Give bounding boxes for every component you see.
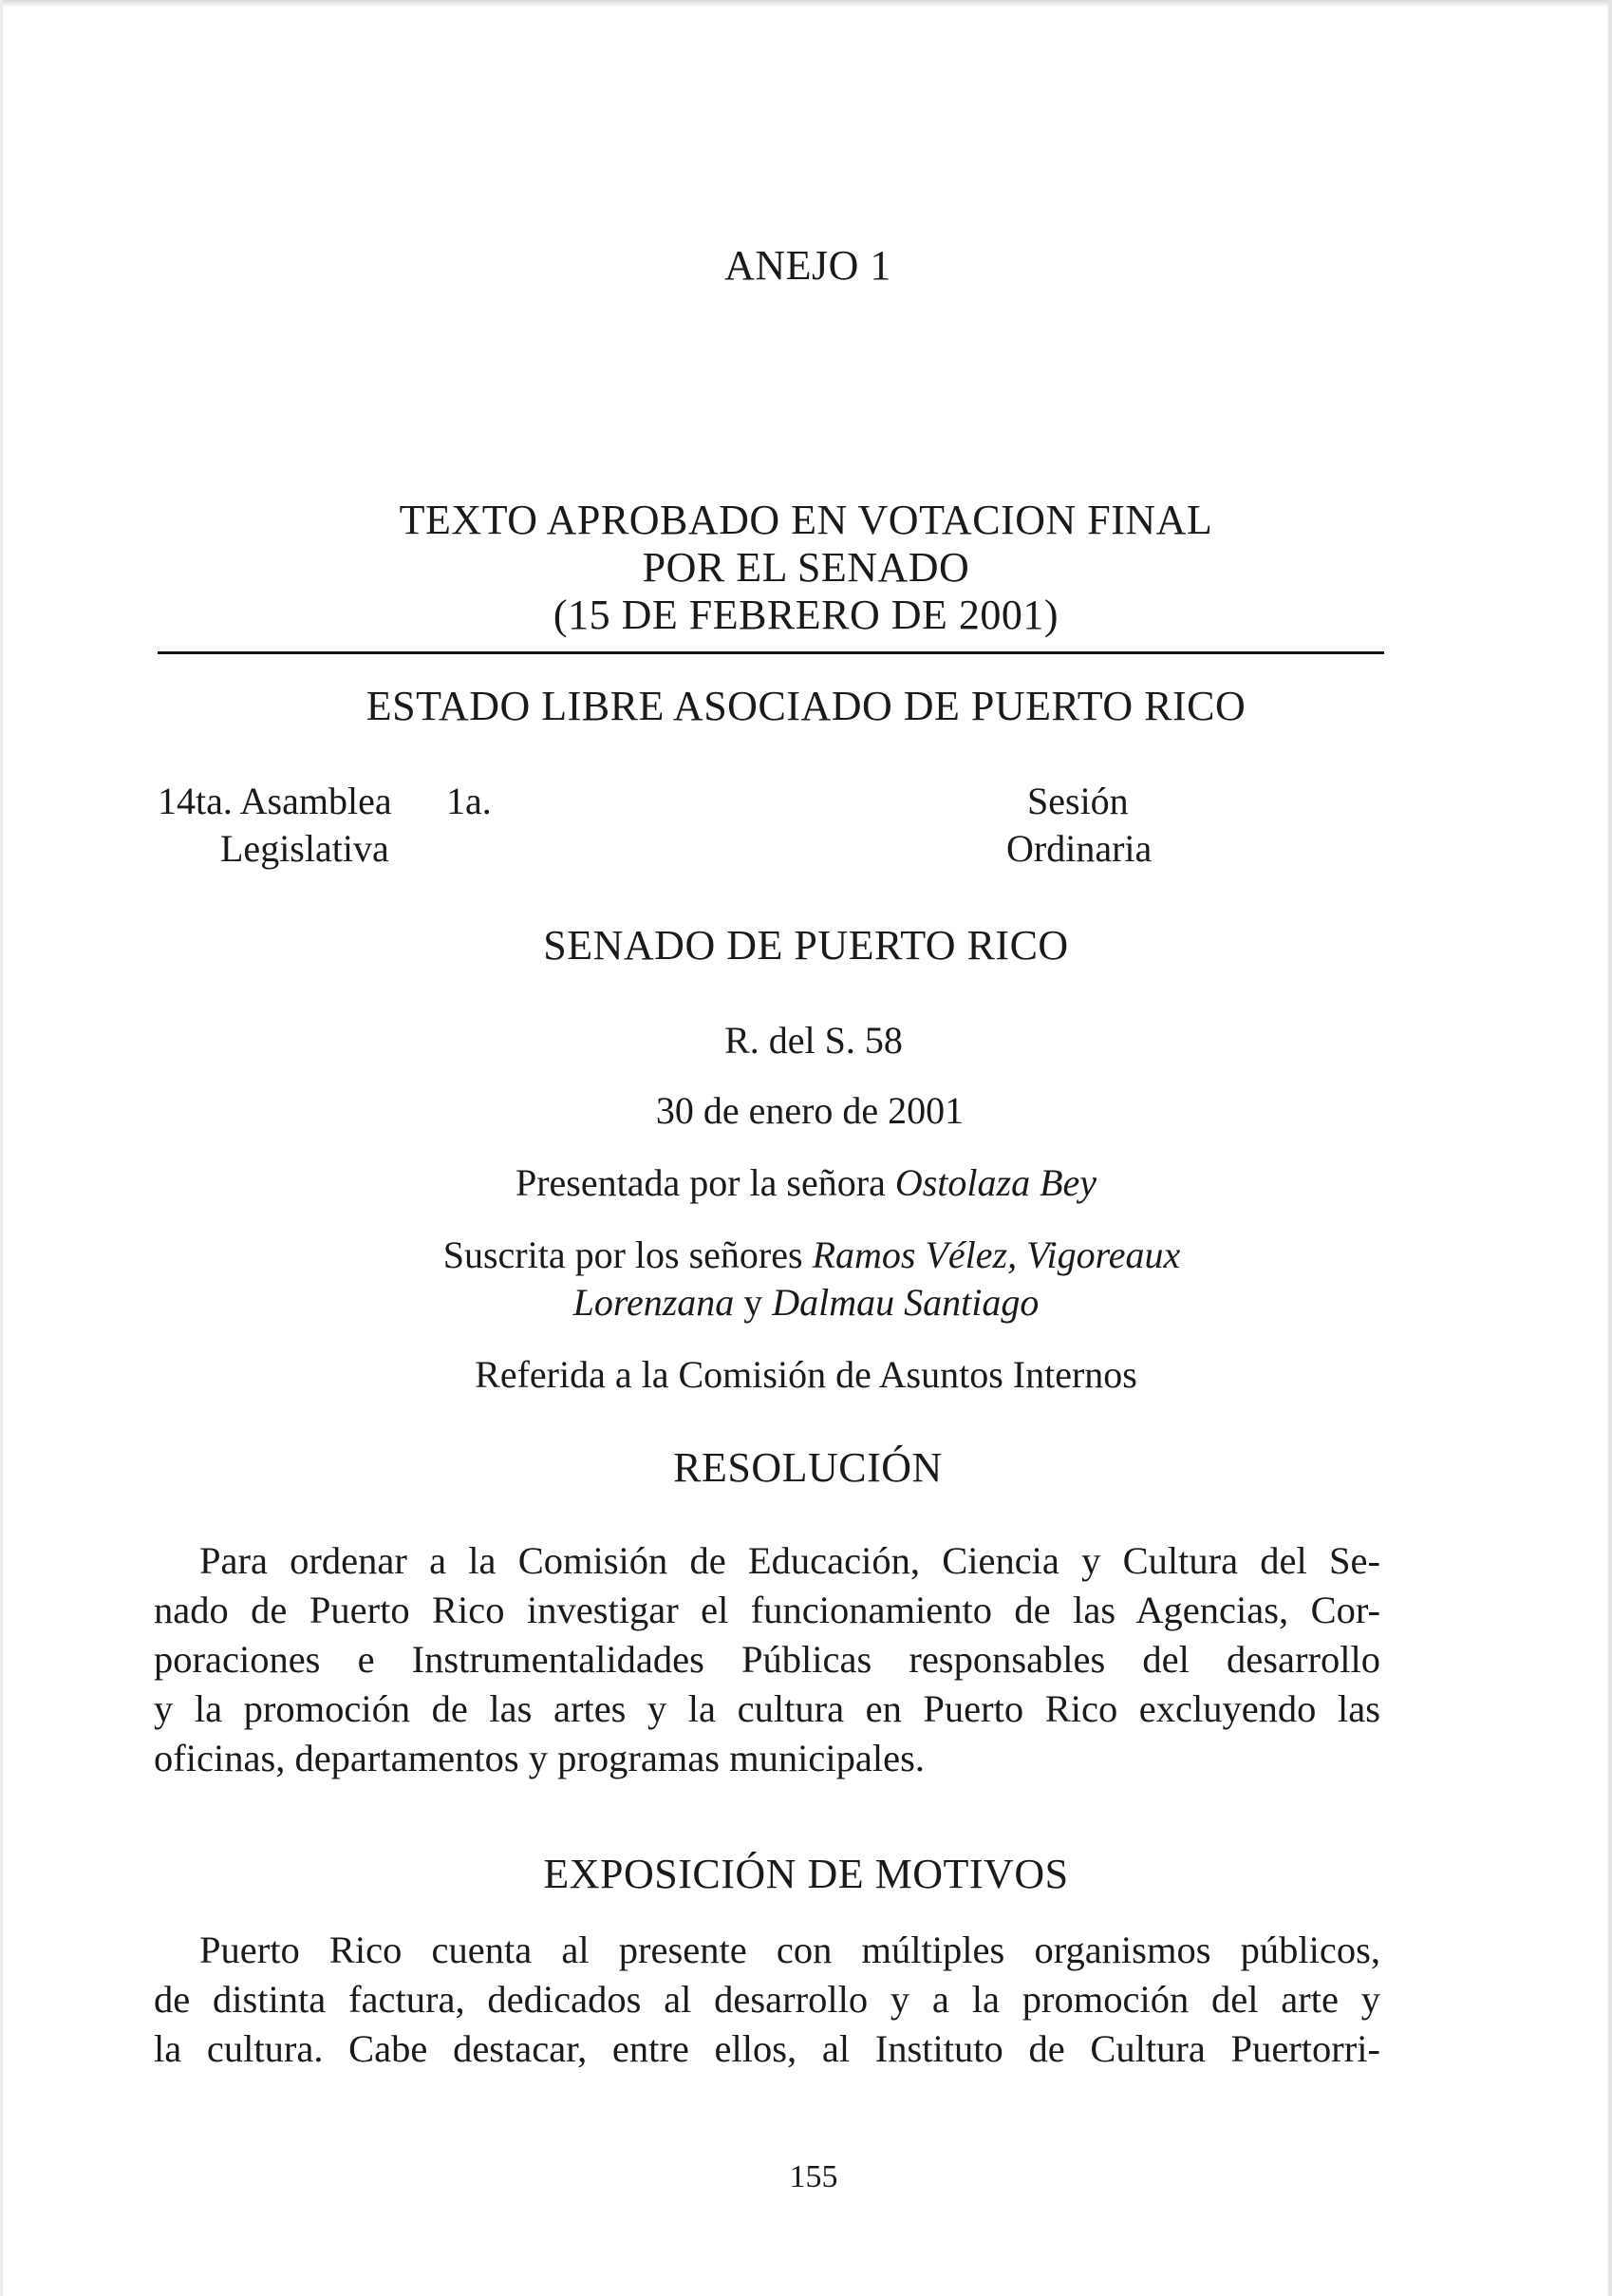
page-right-edge <box>1608 0 1612 2296</box>
resolution-line: y la promoción de las artes y la cultura en Puerto Rico excluyendo las <box>154 1687 1380 1730</box>
resolution-number: R. del S. 58 <box>724 1019 903 1062</box>
subscribed-by <box>0 1233 1612 1277</box>
subscriber-names-1: Ramos Vélez, Vigoreaux <box>812 1233 1181 1276</box>
page-number: 155 <box>789 2159 838 2194</box>
subscriber-name-2: Lorenzana <box>572 1281 735 1324</box>
presented-prefix: Presentada por la señora <box>515 1161 895 1204</box>
subscriber-joiner: y <box>734 1281 773 1324</box>
motives-line: de distinta factura, dedicados al desarrollo y a la promoción del arte y <box>154 1978 1380 2021</box>
session-label: Sesión <box>1027 780 1129 822</box>
resolution-date: 30 de enero de 2001 <box>655 1089 965 1132</box>
page-top-edge <box>0 0 1612 8</box>
motives-line: la cultura. Cabe destacar, entre ellos, al Instituto de Cultura Puertorri- <box>154 2027 1380 2070</box>
motives-paragraph <box>154 1926 1380 2074</box>
separator-rule <box>158 651 1384 654</box>
resolution-heading: RESOLUCIÓN <box>673 1444 943 1491</box>
page-left-edge <box>0 0 3 2296</box>
subscriber-name-3: Dalmau Santiago <box>772 1281 1040 1324</box>
state-name: ESTADO LIBRE ASOCIADO DE PUERTO RICO <box>366 683 1246 729</box>
session-label-2: Ordinaria <box>1006 827 1153 870</box>
referred-to: Referida a la Comisión de Asuntos Internos <box>475 1353 1137 1396</box>
subscribed-prefix: Suscrita por los señores <box>442 1233 813 1276</box>
senate-name: SENADO DE PUERTO RICO <box>543 922 1069 969</box>
presented-by <box>0 1160 1612 1205</box>
approval-line-1: TEXTO APROBADO EN VOTACION FINAL <box>399 497 1213 543</box>
assembly-label: 14ta. Asamblea <box>158 780 392 822</box>
session-ordinal: 1a. <box>446 780 492 822</box>
resolution-line: oficinas, departamentos y programas municipales. <box>154 1737 925 1779</box>
presenter-name: Ostolaza Bey <box>894 1161 1097 1204</box>
annex-title: ANEJO 1 <box>724 242 891 289</box>
motives-line: Puerto Rico cuenta al presente con múltiples organismos públicos, <box>199 1929 1380 1971</box>
approval-line-2: POR EL SENADO <box>642 544 970 591</box>
motives-heading: EXPOSICIÓN DE MOTIVOS <box>543 1851 1069 1897</box>
resolution-paragraph <box>154 1536 1380 1783</box>
approval-line-3: (15 DE FEBRERO DE 2001) <box>553 592 1059 638</box>
assembly-label-2: Legislativa <box>220 827 389 870</box>
resolution-line: nado de Puerto Rico investigar el funcionamiento de las Agencias, Cor- <box>154 1589 1380 1631</box>
resolution-line: poraciones e Instrumentalidades Públicas responsables del desarrollo <box>154 1638 1380 1681</box>
subscribed-by-2 <box>0 1280 1612 1325</box>
resolution-line: Para ordenar a la Comisión de Educación, Ciencia y Cultura del Se- <box>199 1539 1380 1582</box>
